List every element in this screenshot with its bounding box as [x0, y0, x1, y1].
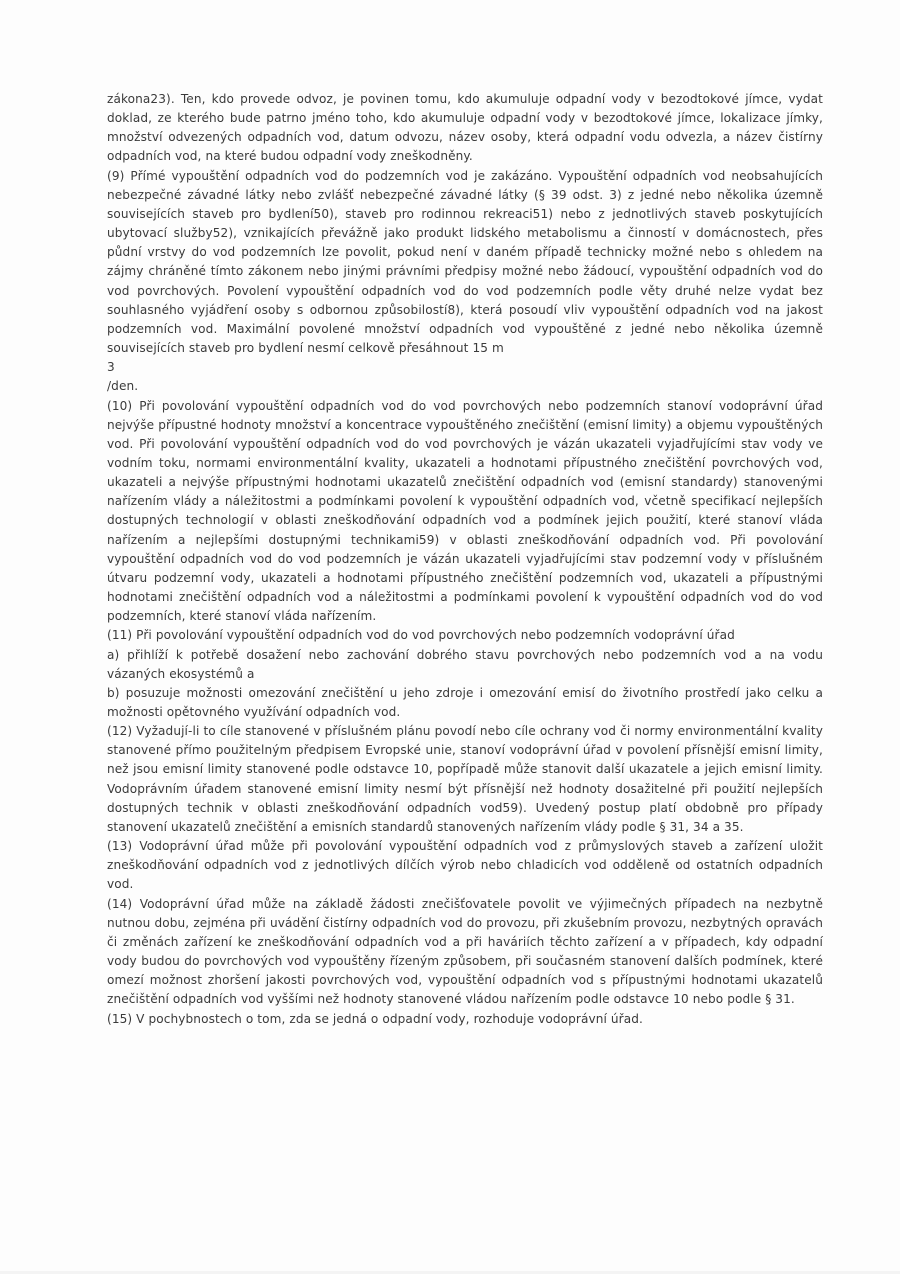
paragraph-13: (13) Vodoprávní úřad může při povolování vypouštění odpadních vod z průmyslových staveb a zařízení uložit zneškodňování odpadních vod z jednotlivých dílčích výrob nebo chladicích vod odděleně od ostatních odpadních vod. — [107, 839, 823, 892]
paragraph-15: (15) V pochybnostech o tom, zda se jedná o odpadní vody, rozhoduje vodoprávní úřad. — [107, 1011, 643, 1026]
unit-line: /den. — [107, 379, 139, 394]
paragraph-11: (11) Při povolování vypouštění odpadních vod do vod povrchových nebo podzemních vodoprávní úřad — [107, 628, 735, 643]
paragraph-14: (14) Vodoprávní úřad může na základě žádosti znečišťovatele povolit ve výjimečných případech na nezbytně nutnou dobu, zejména při uvádění čistírny odpadních vod do provozu, při zkušebním provozu, nezbytných opravách či změnách zařízení ke zneškodňování odpadních vod a při haváriích těchto zařízení a v případech, kdy odpadní vody budou do povrchových vod vypouštěny řízeným způsobem, při současném stanovení dalších podmínek, které omezí možnost zhoršení jakosti povrchových vod, vypouštění odpadních vod s přípustnými hodnotami ukazatelů znečištění odpadních vod vyššími než hodnoty stanovené vládou nařízením podle odstavce 10 nebo podle § 31. — [107, 896, 823, 1007]
paragraph-12: (12) Vyžadují-li to cíle stanovené v příslušném plánu povodí nebo cíle ochrany vod či normy environmentální kvality stanovené přímo použitelným předpisem Evropské unie, stanoví vodoprávní úřad v povolení přísnější emisní limity, než jsou emisní limity stanovené podle odstavce 10, popřípadě může stanovit další ukazatele a jejich emisní limity. Vodoprávním úřadem stanovené emisní limity nesmí být přísnější než hodnoty dosažitelné při použití nejlepších dostupných technik v oblasti zneškodňování odpadních vod59). Uvedený postup platí obdobně pro případy stanovení ukazatelů znečištění a emisních standardů stanovených nařízením vlády podle § 31, 34 a 35. — [107, 724, 823, 834]
superscript-line: 3 — [107, 360, 115, 375]
paragraph-9: (9) Přímé vypouštění odpadních vod do podzemních vod je zakázáno. Vypouštění odpadních vod neobsahujících nebezpečné závadné látky nebo zvlášť nebezpečné závadné látky (§ 39 odst. 3) z jedné nebo několika územně souvisejících staveb pro bydlení50), staveb pro rodinnou rekreaci51) nebo z jednotlivých staveb poskytujících ubytovací služby52), vznikajících převážně jako produkt lidského metabolismu a činností v domácnostech, přes půdní vrstvy do vod podzemních lze povolit, pokud není v daném případě technicky možné nebo s ohledem na zájmy chráněné tímto zákonem nebo jinými právními předpisy možné nebo žádoucí, vypouštění odpadních vod do vod povrchových. Povolení vypouštění odpadních vod do vod podzemních podle věty druhé nelze vydat bez souhlasného vyjádření osoby s odbornou způsobilostí8), která posoudí vliv vypouštění odpadních vod na jakost podzemních vod. Maximální povolené množství odpadních vod vypouštěné z jedné nebo několika územně souvisejících staveb pro bydlení nesmí celkově přesáhnout 15 m — [107, 168, 823, 356]
paragraph-10: (10) Při povolování vypouštění odpadních vod do vod povrchových nebo podzemních stanoví vodoprávní úřad nejvýše přípustné hodnoty množství a koncentrace vypouštěného znečištění (emisní limity) a objemu vypouštěných vod. Při povolování vypouštění odpadních vod do vod povrchových je vázán ukazateli vyjadřujícími stav vody ve vodním toku, normami environmentální kvality, ukazateli a hodnotami přípustného znečištění povrchových vod, ukazateli a nejvýše přípustnými hodnotami ukazatelů znečištění odpadních vod (emisní standardy) stanovenými nařízením vlády a náležitostmi a podmínkami povolení k vypouštění odpadních vod, včetně specifikací nejlepších dostupných technologií v oblasti zneškodňování odpadních vod a podmínek jejich použití, které stanoví vláda nařízením a nejlepšími dostupnými technikami59) v oblasti zneškodňování odpadních vod. Při povolování vypouštění odpadních vod do vod podzemních je vázán ukazateli vyjadřujícími stav podzemní vody v příslušném útvaru podzemní vody, ukazateli a hodnotami přípustného znečištění podzemních vod, ukazateli a přípustnými hodnotami znečištění odpadních vod a náležitostmi a podmínkami povolení k vypouštění odpadních vod do vod podzemních, které stanoví vláda nařízením. — [107, 398, 823, 624]
paragraph-continuation: zákona23). Ten, kdo provede odvoz, je povinen tomu, kdo akumuluje odpadní vody v bezodtokové jímce, vydat doklad, ze kterého bude patrno jméno toho, kdo akumuluje odpadní vody v bezodtokové jímce, lokalizace jímky, množství odvezených odpadních vod, datum odvozu, název osoby, která odpadní vodu odvezla, a název čistírny odpadních vod, na které budou odpadní vody zneškodněny. — [107, 92, 823, 164]
paragraph-11-b: b) posuzuje možnosti omezování znečištění u jeho zdroje i omezování emisí do životního prostředí jako celku a možnosti opětovného využívání odpadních vod. — [107, 685, 823, 719]
document-body — [107, 90, 823, 1029]
paragraph-11-a: a) přihlíží k potřebě dosažení nebo zachování dobrého stavu povrchových nebo podzemních vod a na vodu vázaných ekosystémů a — [107, 647, 823, 681]
